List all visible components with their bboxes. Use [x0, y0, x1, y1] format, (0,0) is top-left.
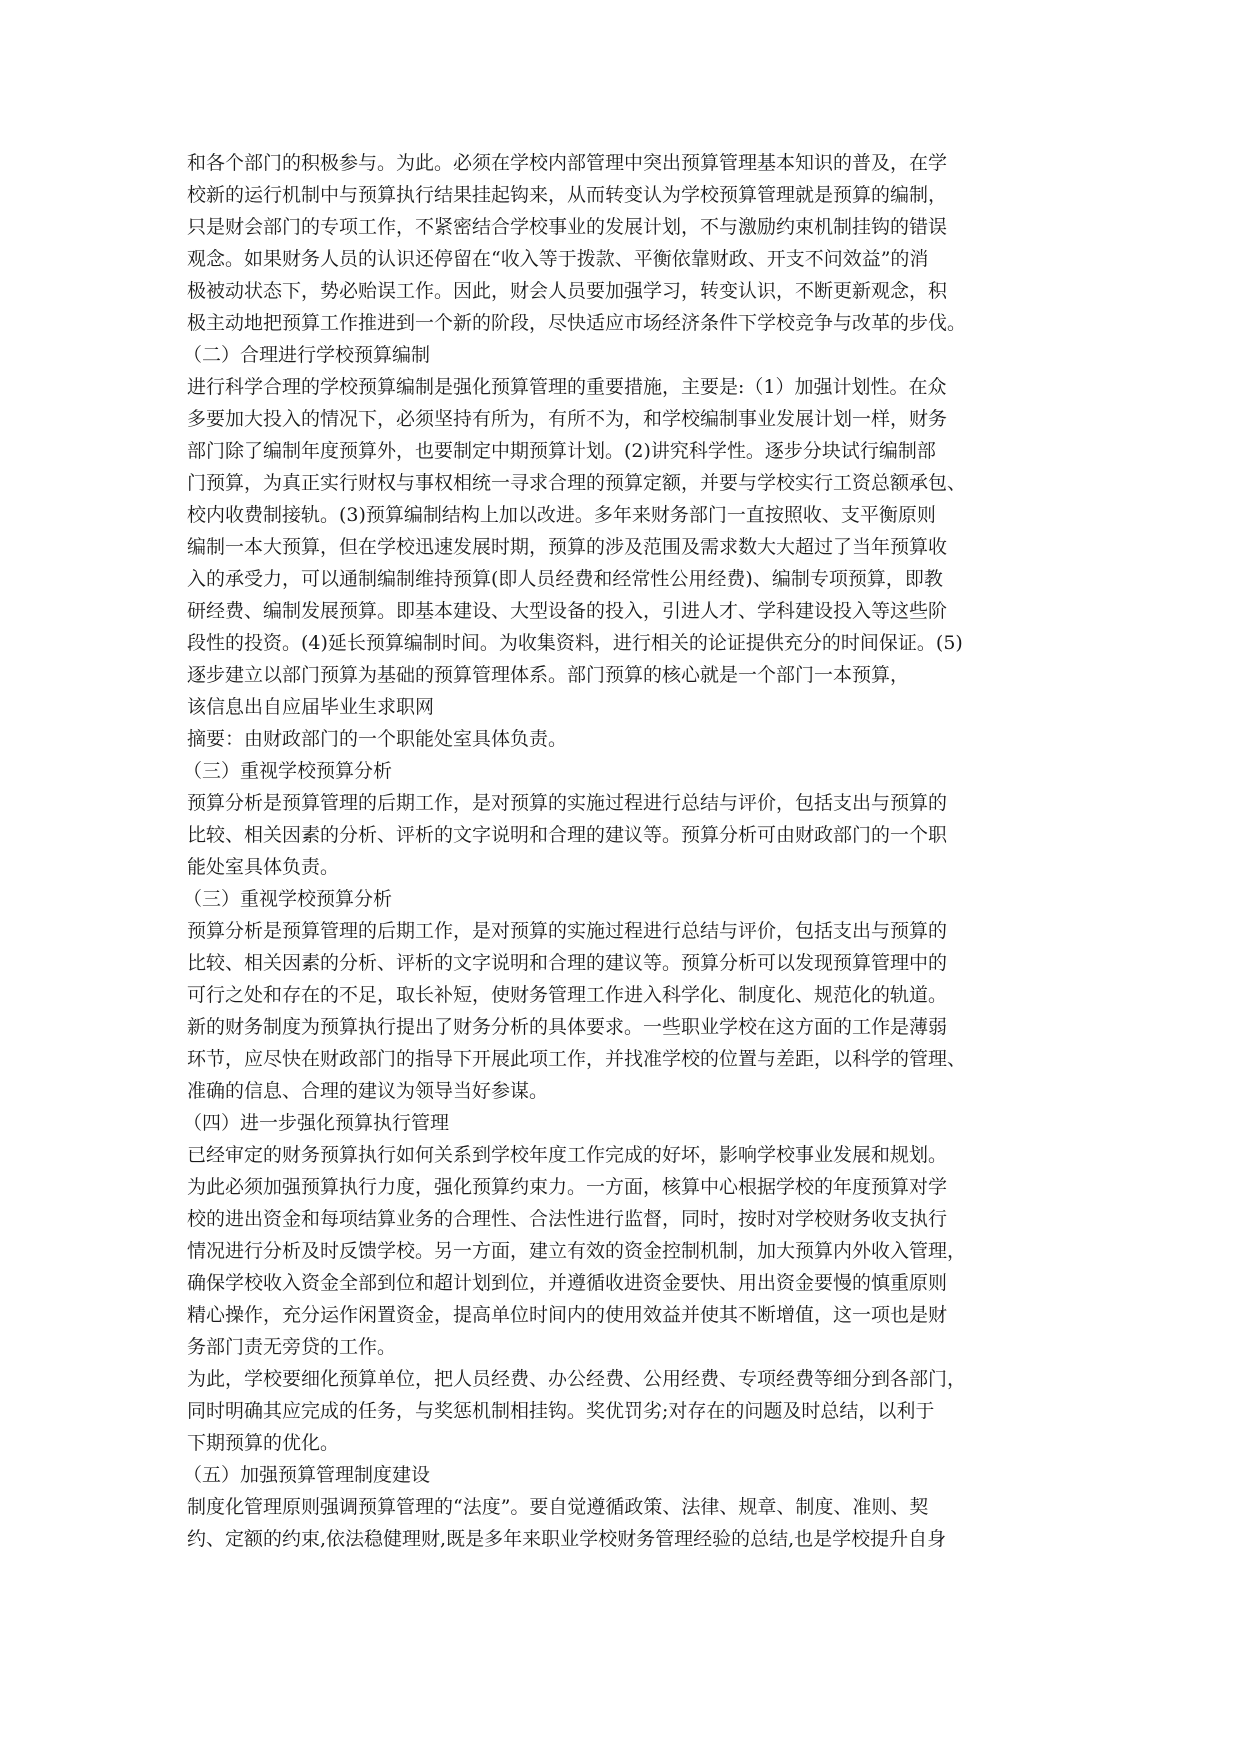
- text-line: 段性的投资。(4)延长预算编制时间。为收集资料，进行相关的论证提供充分的时间保证。(5): [187, 632, 963, 654]
- document-page: [183, 147, 1055, 1555]
- text-line: 情况进行分析及时反馈学校。另一方面，建立有效的资金控制机制，加大预算内外收入管理，: [187, 1240, 967, 1262]
- section-heading: （五）加强预算管理制度建设: [183, 1464, 431, 1486]
- section-heading: （三）重视学校预算分析: [183, 888, 393, 910]
- text-line: 只是财会部门的专项工作，不紧密结合学校事业的发展计划，不与激励约束机制挂钩的错误: [187, 216, 948, 238]
- text-line: 下期预算的优化。: [187, 1432, 340, 1454]
- source-note: 该信息出自应届毕业生求职网: [187, 696, 435, 718]
- text-line: 逐步建立以部门预算为基础的预算管理体系。部门预算的核心就是一个部门一本预算，: [187, 664, 910, 686]
- text-line: 制度化管理原则强调预算管理的“法度”。要自觉遵循政策、法律、规章、制度、准则、契: [187, 1496, 929, 1518]
- section-heading: （二）合理进行学校预算编制: [183, 344, 431, 366]
- text-line: 准确的信息、合理的建议为领导当好参谋。: [187, 1080, 549, 1102]
- text-line: 入的承受力，可以通制编制维持预算(即人员经费和经常性公用经费)、编制专项预算，即教: [187, 568, 943, 590]
- text-line: 为此，学校要细化预算单位，把人员经费、办公经费、公用经费、专项经费等细分到各部门，: [187, 1368, 967, 1390]
- text-line: 可行之处和存在的不足，取长补短，使财务管理工作进入科学化、制度化、规范化的轨道。: [187, 984, 948, 1006]
- text-line: 确保学校收入资金全部到位和超计划到位，并遵循收进资金要快、用出资金要慢的慎重原则: [187, 1272, 948, 1294]
- text-line: 极被动状态下，势必贻误工作。因此，财会人员要加强学习，转变认识，不断更新观念，积: [187, 280, 948, 302]
- text-line: 部门除了编制年度预算外，也要制定中期预算计划。(2)讲究科学性。逐步分块试行编制部: [187, 440, 936, 462]
- text-line: 校的进出资金和每项结算业务的合理性、合法性进行监督，同时，按时对学校财务收支执行: [187, 1208, 948, 1230]
- text-line: 比较、相关因素的分析、评析的文字说明和合理的建议等。预算分析可由财政部门的一个职: [187, 824, 948, 846]
- text-line: 预算分析是预算管理的后期工作，是对预算的实施过程进行总结与评价，包括支出与预算的: [187, 920, 948, 942]
- text-line: 预算分析是预算管理的后期工作，是对预算的实施过程进行总结与评价，包括支出与预算的: [187, 792, 948, 814]
- section-heading: （三）重视学校预算分析: [183, 760, 393, 782]
- text-line: 为此必须加强预算执行力度，强化预算约束力。一方面，核算中心根据学校的年度预算对学: [187, 1176, 948, 1198]
- text-line: 环节，应尽快在财政部门的指导下开展此项工作，并找准学校的位置与差距，以科学的管理、: [187, 1048, 967, 1070]
- text-line: 精心操作，充分运作闲置资金，提高单位时间内的使用效益并使其不断增值，这一项也是财: [187, 1304, 948, 1326]
- text-line: 能处室具体负责。: [187, 856, 340, 878]
- text-line: 约、定额的约束,依法稳健理财,既是多年来职业学校财务管理经验的总结,也是学校提升自身: [187, 1528, 947, 1550]
- section-heading: （四）进一步强化预算执行管理: [183, 1112, 450, 1134]
- text-line: 研经费、编制发展预算。即基本建设、大型设备的投入，引进人才、学科建设投入等这些阶: [187, 600, 948, 622]
- text-line: 已经审定的财务预算执行如何关系到学校年度工作完成的好坏，影响学校事业发展和规划。: [187, 1144, 948, 1166]
- text-line: 比较、相关因素的分析、评析的文字说明和合理的建议等。预算分析可以发现预算管理中的: [187, 952, 948, 974]
- text-line: 同时明确其应完成的任务，与奖惩机制相挂钩。奖优罚劣;对存在的问题及时总结，以利于: [187, 1400, 935, 1422]
- text-line: 进行科学合理的学校预算编制是强化预算管理的重要措施，主要是:（1）加强计划性。在众: [187, 376, 947, 398]
- text-line: 和各个部门的积极参与。为此。必须在学校内部管理中突出预算管理基本知识的普及，在学: [187, 152, 948, 174]
- text-line: 多要加大投入的情况下，必须坚持有所为，有所不为，和学校编制事业发展计划一样，财务: [187, 408, 948, 430]
- text-line: 校内收费制接轨。(3)预算编制结构上加以改进。多年来财务部门一直按照收、支平衡原则: [187, 504, 936, 526]
- text-line: 极主动地把预算工作推进到一个新的阶段，尽快适应市场经济条件下学校竞争与改革的步伐。: [187, 312, 967, 334]
- text-line: 观念。如果财务人员的认识还停留在“收入等于拨款、平衡依靠财政、开支不问效益”的消: [187, 248, 929, 270]
- text-line: 校新的运行机制中与预算执行结果挂起钩来，从而转变认为学校预算管理就是预算的编制，: [187, 184, 948, 206]
- abstract-line: 摘要：由财政部门的一个职能处室具体负责。: [187, 728, 568, 750]
- text-line: 编制一本大预算，但在学校迅速发展时期，预算的涉及范围及需求数大大超过了当年预算收: [187, 536, 948, 558]
- text-line: 新的财务制度为预算执行提出了财务分析的具体要求。一些职业学校在这方面的工作是薄弱: [187, 1016, 948, 1038]
- text-line: 门预算，为真正实行财权与事权相统一寻求合理的预算定额，并要与学校实行工资总额承包、: [187, 472, 967, 494]
- text-line: 务部门责无旁贷的工作。: [187, 1336, 397, 1358]
